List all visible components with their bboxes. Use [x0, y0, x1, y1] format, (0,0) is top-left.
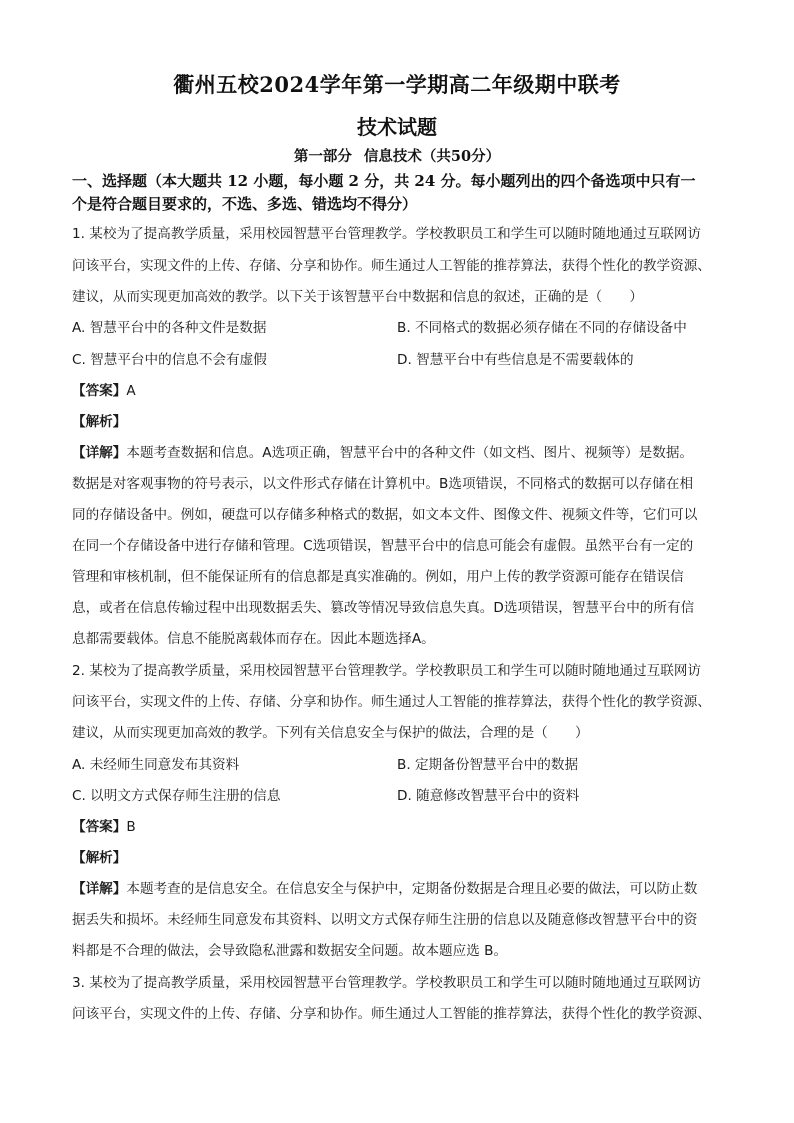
q2-stem-line: 问该平台，实现文件的上传、存储、分享和协作。师生通过人工智能的推荐算法，获得个性化的教学资源、	[72, 694, 711, 710]
q2-answer	[72, 817, 136, 837]
answer-value: A	[126, 383, 136, 399]
q1-detail-line: 管理和审核机制，但不能保证所有的信息都是真实准确的。例如，用户上传的教学资源可能存在错误信	[72, 569, 684, 585]
q1-option-a: A. 智慧平台中的各种文件是数据	[72, 320, 267, 336]
answer-tag: 【答案】	[72, 819, 127, 835]
q2-option-a: A. 未经师生同意发布其资料	[72, 757, 240, 773]
detail-tag: 【详解】	[72, 445, 127, 461]
q2-detail-line: 据丢失和损坏。未经师生同意发布其资料、以明文方式保存师生注册的信息以及随意修改智慧平台中的资	[72, 912, 698, 928]
q3-stem-line: 3. 某校为了提高教学质量，采用校园智慧平台管理教学。学校教职员工和学生可以随时随地通过互联网访	[72, 975, 702, 991]
section-name: 信息技术（共50分）	[363, 148, 501, 165]
q2-option-d: D. 随意修改智慧平台中的资料	[397, 788, 580, 804]
q1-stem-line: 建议，从而实现更加高效的教学。以下关于该智慧平台中数据和信息的叙述，正确的是（ ）	[72, 289, 643, 305]
q1-answer	[72, 381, 136, 401]
instructions-line-2: 个是符合题目要求的，不选、多选、错选均不得分）	[72, 195, 418, 213]
q2-option-c: C. 以明文方式保存师生注册的信息	[72, 788, 281, 804]
section-part: 第一部分	[293, 148, 352, 165]
q2-analysis-tag: 【解析】	[72, 850, 127, 866]
q3-stem-line: 问该平台，实现文件的上传、存储、分享和协作。师生通过人工智能的推荐算法，获得个性化的教学资源、	[72, 1006, 711, 1022]
q1-detail-line: 在同一个存储设备中进行存储和管理。C选项错误，智慧平台中的信息可能会有虚假。虽然平台有一定的	[72, 538, 694, 554]
section-heading	[0, 148, 794, 166]
q1-detail-line: 【详解】本题考查数据和信息。A选项正确，智慧平台中的各种文件（如文档、图片、视频等）是数据。	[72, 445, 694, 461]
q1-detail-line: 息，或者在信息传输过程中出现数据丢失、篡改等情况导致信息失真。D选项错误，智慧平台中的所有信	[72, 600, 695, 616]
q1-detail-line: 同的存储设备中。例如，硬盘可以存储多种格式的数据，如文本文件、图像文件、视频文件等，它们可以	[72, 507, 698, 523]
q1-stem-line: 问该平台，实现文件的上传、存储、分享和协作。师生通过人工智能的推荐算法，获得个性化的教学资源、	[72, 258, 711, 274]
q2-stem-line: 建议，从而实现更加高效的教学。下列有关信息安全与保护的做法，合理的是（ ）	[72, 725, 589, 741]
q2-detail-line: 料都是不合理的做法，会导致隐私泄露和数据安全问题。故本题应选 B。	[72, 943, 508, 959]
page-title: 衢州五校2024学年第一学期高二年级期中联考	[173, 72, 621, 97]
q2-stem-line: 2. 某校为了提高教学质量，采用校园智慧平台管理教学。学校教职员工和学生可以随时随地通过互联网访	[72, 663, 702, 679]
instructions-line-1: 一、选择题（本大题共 12 小题，每小题 2 分，共 24 分。每小题列出的四个备选项中只有一	[72, 172, 696, 190]
q1-analysis-tag: 【解析】	[72, 414, 127, 430]
answer-tag: 【答案】	[72, 383, 127, 399]
q2-detail-line: 【详解】本题考查的是信息安全。在信息安全与保护中，定期备份数据是合理且必要的做法，可以防止数	[72, 881, 698, 897]
page-subtitle: 技术试题	[357, 115, 437, 139]
detail-tag: 【详解】	[72, 881, 127, 897]
q1-option-b: B. 不同格式的数据必须存储在不同的存储设备中	[397, 320, 687, 336]
q1-stem-line: 1. 某校为了提高教学质量，采用校园智慧平台管理教学。学校教职员工和学生可以随时随地通过互联网访	[72, 226, 702, 242]
q2-option-b: B. 定期备份智慧平台中的数据	[397, 757, 579, 773]
answer-value: B	[126, 819, 136, 835]
q1-option-d: D. 智慧平台中有些信息是不需要载体的	[397, 352, 634, 368]
q1-detail-line: 息都需要载体。信息不能脱离载体而存在。因此本题选择A。	[72, 631, 435, 647]
q1-option-c: C. 智慧平台中的信息不会有虚假	[72, 352, 267, 368]
q1-detail-line: 数据是对客观事物的符号表示，以文件形式存储在计算机中。B选项错误，不同格式的数据可以存储在相	[72, 476, 694, 492]
